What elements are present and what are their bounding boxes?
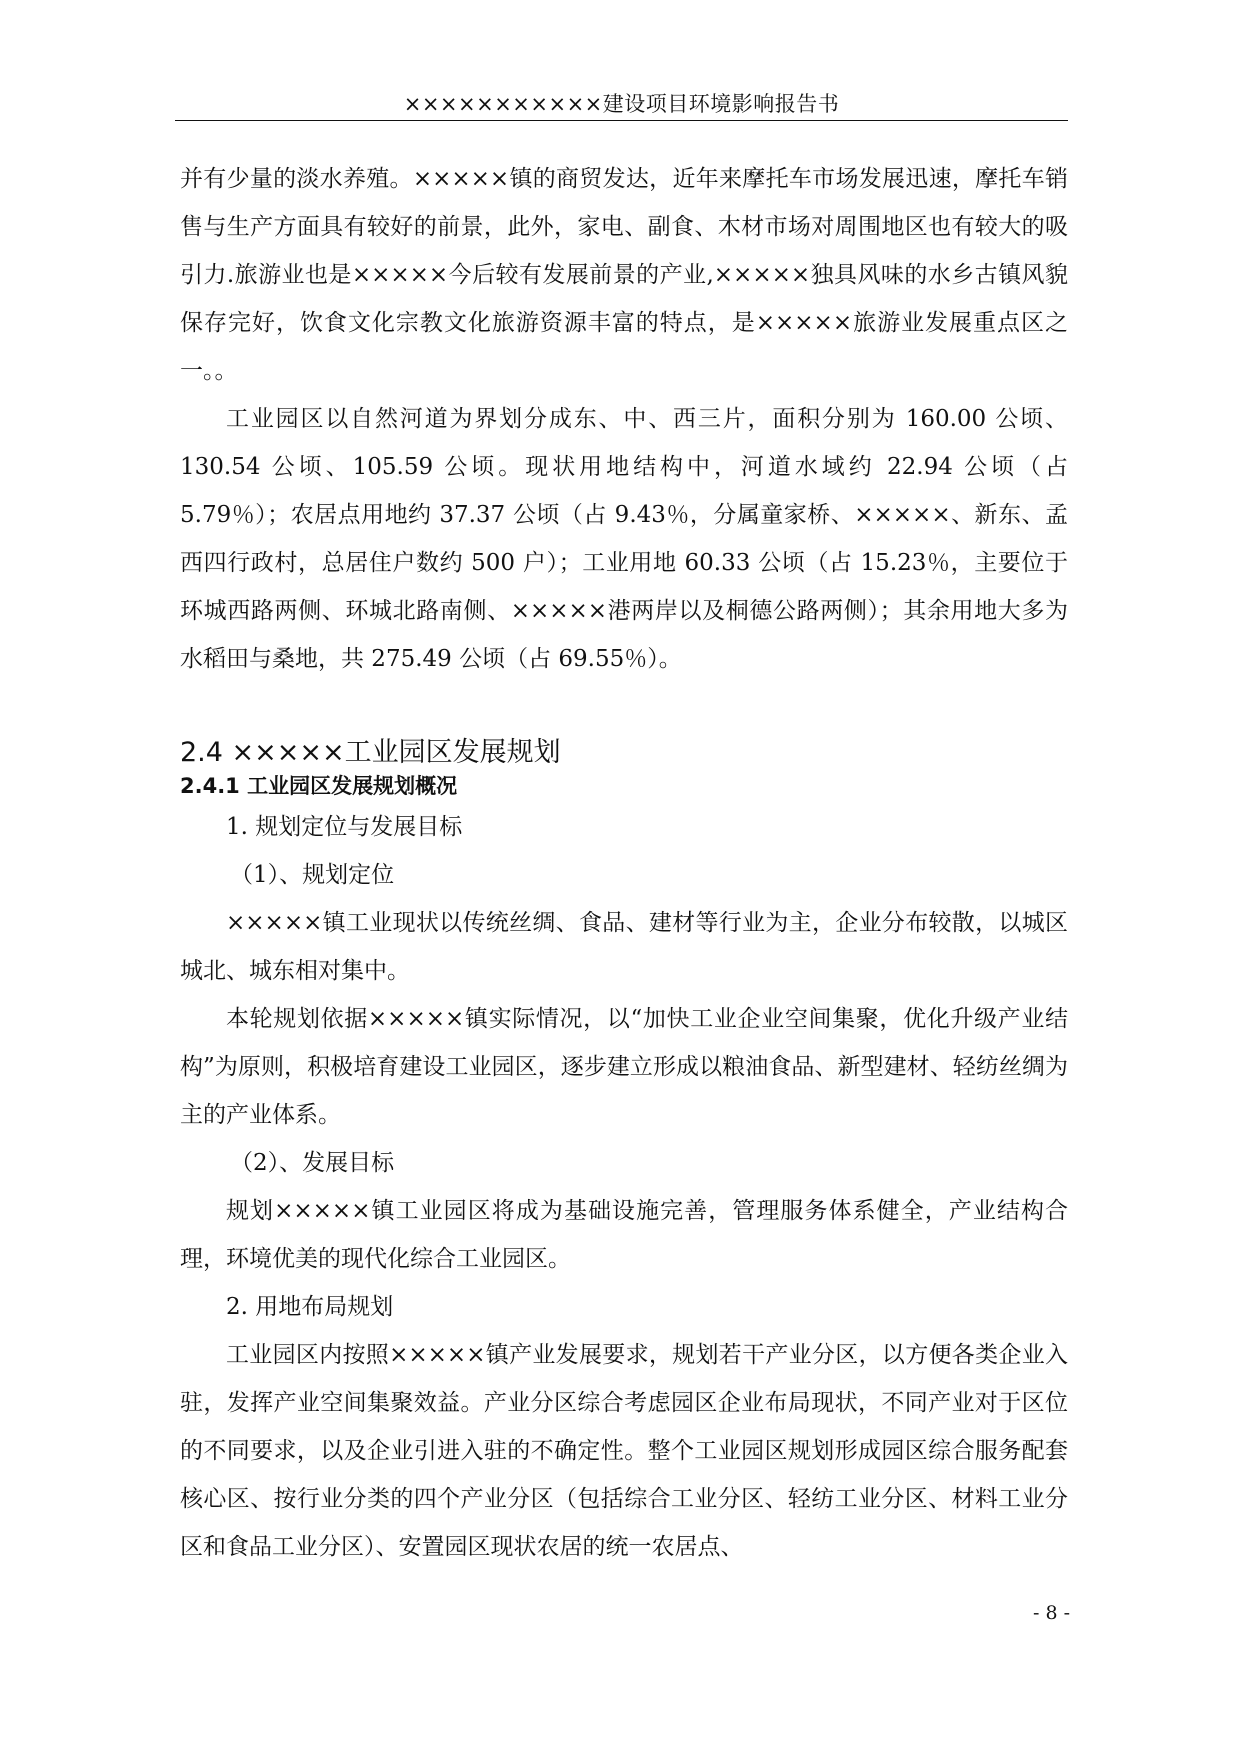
header-divider (175, 120, 1068, 121)
paragraph-goal-statement: 规划×××××镇工业园区将成为基础设施完善，管理服务体系健全，产业结构合理，环境优美的现代化综合工业园区。 (180, 1198, 1068, 1272)
sub-item-development-goals: （2）、发展目标 (230, 1150, 395, 1176)
subsection-heading: 2.4.1 工业园区发展规划概况 (180, 774, 458, 798)
paragraph-industry-status: ×××××镇工业现状以传统丝绸、食品、建材等行业为主，企业分布较散，以城区城北、城东相对集中。 (180, 910, 1068, 984)
page-content (180, 155, 1068, 1571)
list-item-land-layout: 2. 用地布局规划 (226, 1294, 394, 1320)
paragraph-land-use: 工业园区以自然河道为界划分成东、中、西三片，面积分别为 160.00 公顷、130.54 公顷、105.59 公顷。现状用地结构中，河道水域约 22.94 公顷（占 5.79％）；农居点用地约 37.37 公顷（占 9.43％，分属童家桥、×××××、新东、孟西四行政村，总居住户数约 500 户）；工业用地 60.33 公顷（占 15.23％，主要位于环城西路两侧、环城北路南侧、×××××港两岸以及桐德公路两侧）；其余用地大多为水稻田与桑地，共 275.49 公顷（占 69.55％）。 (180, 406, 1068, 672)
sub-item-positioning: （1）、规划定位 (230, 862, 395, 888)
section-heading: 2.4 ×××××工业园区发展规划 (180, 737, 561, 768)
paragraph-planning-basis: 本轮规划依据×××××镇实际情况，以“加快工业企业空间集聚，优化升级产业结构”为原则，积极培育建设工业园区，逐步建立形成以粮油食品、新型建材、轻纺丝绸为主的产业体系。 (180, 1006, 1068, 1128)
paragraph-layout-plan: 工业园区内按照×××××镇产业发展要求，规划若干产业分区，以方便各类企业入驻，发挥产业空间集聚效益。产业分区综合考虑园区企业布局现状，不同产业对于区位的不同要求，以及企业引进入驻的不确定性。整个工业园区规划形成园区综合服务配套核心区、按行业分类的四个产业分区（包括综合工业分区、轻纺工业分区、材料工业分区和食品工业分区）、安置园区现状农居的统一农居点、 (180, 1342, 1068, 1560)
paragraph-continued: 并有少量的淡水养殖。×××××镇的商贸发达，近年来摩托车市场发展迅速，摩托车销售与生产方面具有较好的前景，此外，家电、副食、木材市场对周围地区也有较大的吸引力.旅游业也是×××××今后较有发展前景的产业,×××××独具风味的水乡古镇风貌保存完好，饮食文化宗教文化旅游资源丰富的特点，是×××××旅游业发展重点区之一。。 (180, 166, 1068, 384)
page-number: - 8 - (1032, 1602, 1070, 1624)
running-header: ×××××××××××建设项目环境影响报告书 (403, 92, 840, 116)
list-item-planning-goals: 1. 规划定位与发展目标 (226, 814, 463, 840)
